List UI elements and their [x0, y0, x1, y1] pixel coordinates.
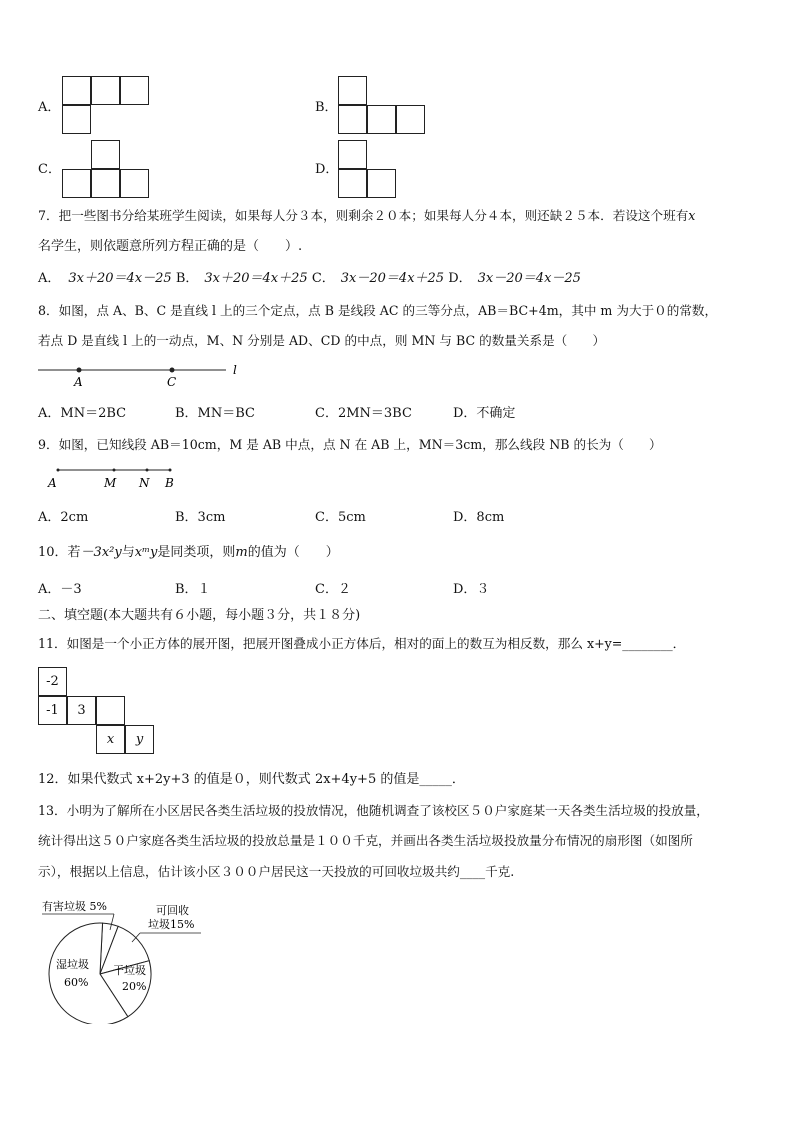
q12-text: 12．如果代数式 x+2y+3 的值是０，则代数式 2x+4y+5 的值是_____．	[38, 772, 465, 787]
net-cell	[91, 169, 120, 198]
net-cell-5: x	[96, 725, 125, 754]
net-cell-6: y	[125, 725, 154, 754]
label-recycle-2: 垃圾15%	[148, 918, 195, 931]
q7-text: 7．把一些图书分给某班学生阅读，如果每人分３本，则剩余２０本；如果每人分４本，则还缺２５本．若设这个班有	[38, 208, 689, 223]
net-cell-1: -2	[38, 667, 67, 696]
q7-opt-d-label: D．	[448, 271, 472, 286]
q9-opt-c: C．5cm	[315, 510, 366, 525]
q9-label-n: N	[139, 476, 150, 490]
net-cell	[62, 169, 91, 198]
net-cell	[91, 140, 120, 169]
option-c-label: C．	[38, 162, 61, 177]
q9-label-m: M	[104, 476, 117, 490]
q13-line1: 13．小明为了解所在小区居民各类生活垃圾的投放情况，他随机调查了该校区５０户家庭某一天各类生活垃圾的投放量，	[38, 803, 709, 818]
q7-options	[38, 269, 581, 289]
q10-text-d: 的值为（ ）	[247, 545, 339, 560]
q8-opt-d: D．不确定	[453, 406, 516, 421]
q8-label-l: l	[233, 363, 237, 377]
net-cell	[120, 76, 149, 105]
q9-opt-a: A．2cm	[38, 510, 89, 525]
q9-text: 9．如图，已知线段 AB＝10cm，M 是 AB 中点，点 N 在 AB 上，MN＝3cm，那么线段 NB 的长为（ ）	[38, 437, 662, 452]
q7-var: x	[688, 208, 696, 223]
q7-opt-a-expr: 3x＋20＝4x－25	[68, 271, 172, 286]
net-cell	[367, 105, 396, 134]
net-cell-3: 3	[67, 696, 96, 725]
label-dry-1: 干垃圾	[113, 964, 146, 977]
q8-label-c: C	[167, 375, 177, 389]
net-cell	[396, 105, 425, 134]
q10-expr1: －3x²y	[80, 545, 122, 560]
q10-text-b: 与	[121, 545, 135, 560]
q8-opt-c: C．2MN＝3BC	[315, 406, 412, 421]
q10-text-c: 是同类项，则	[157, 545, 236, 560]
q7-opt-a-label: A．	[38, 271, 61, 286]
q9-point-m	[113, 469, 116, 472]
q8-point-a	[77, 368, 82, 373]
label-wet-2: 60%	[64, 976, 89, 989]
q10-opt-a: A．－3	[38, 582, 82, 597]
q9-point-a	[57, 469, 60, 472]
net-cell	[338, 76, 367, 105]
net-cell	[338, 105, 367, 134]
q8-point-c	[170, 368, 175, 373]
q8-line1: 8．如图，点 A、B、C 是直线 l 上的三个定点，点 B 是线段 AC 的三等分点，AB＝BC+4m，其中 m 为大于０的常数，	[38, 303, 718, 318]
q10-expr2: xᵐy	[134, 545, 158, 560]
q8-label-a: A	[74, 375, 83, 389]
section-heading: 二、填空题(本大题共有６小题，每小题３分，共１８分)	[38, 608, 361, 623]
label-harmful: 有害垃圾 5%	[42, 900, 107, 913]
net-cell	[338, 169, 367, 198]
net-cell-2: -1	[38, 696, 67, 725]
q8-line2: 若点 D 是直线 l 上的一动点，M、N 分别是 AD、CD 的中点，则 MN 与 BC 的数量关系是（ ）	[38, 333, 606, 348]
q9-label-b: B	[165, 476, 174, 490]
label-dry-2: 20%	[122, 980, 147, 993]
q8-opt-b: B．MN＝BC	[175, 406, 255, 421]
q8-opt-a: A．MN＝2BC	[38, 406, 127, 421]
net-cell	[62, 76, 91, 105]
net-cell	[338, 140, 367, 169]
option-a-label: A．	[38, 100, 61, 115]
option-b-label: B．	[315, 100, 338, 115]
label-wet-1: 湿垃圾	[56, 958, 89, 971]
q7-opt-b-label: B．	[175, 271, 199, 286]
q7-opt-b-expr: 3x＋20＝4x＋25	[204, 271, 308, 286]
label-recycle-1: 可回收	[156, 904, 189, 917]
net-cell	[367, 169, 396, 198]
q7-opt-c-expr: 3x－20＝4x＋25	[340, 271, 445, 286]
q10-var-m: m	[235, 545, 248, 560]
net-cell-4	[96, 696, 125, 725]
q7-line1	[38, 206, 695, 226]
q10-opt-d: D．３	[453, 582, 490, 597]
pie-chart	[36, 894, 216, 1024]
q9-opt-d: D．8cm	[453, 510, 505, 525]
q10-text	[38, 543, 339, 563]
q7-opt-c-label: C．	[311, 271, 335, 286]
q10-opt-b: B．１	[175, 582, 211, 597]
q9-label-a: A	[48, 476, 57, 490]
q10-text-a: 10．若	[38, 545, 81, 560]
q7-line2: 名学生，则依题意所列方程正确的是（ ）.	[38, 239, 303, 254]
net-cell	[120, 169, 149, 198]
net-cell	[62, 105, 91, 134]
q13-line3: 示），根据以上信息，估计该小区３００户居民这一天投放的可回收垃圾共约____千克.	[38, 864, 515, 879]
q9-opt-b: B．3cm	[175, 510, 226, 525]
q9-point-b	[169, 469, 172, 472]
q11-text: 11．如图是一个小正方体的展开图，把展开图叠成小正方体后，相对的面上的数互为相反数，那么 x+y=________．	[38, 636, 686, 651]
q9-point-n	[146, 469, 149, 472]
q7-opt-d-expr: 3x－20＝4x－25	[477, 271, 581, 286]
q9-figure	[44, 462, 194, 492]
option-d-label: D．	[315, 162, 339, 177]
q10-opt-c: C．２	[315, 582, 351, 597]
q13-line2: 统计得出这５０户家庭各类生活垃圾的投放总量是１００千克，并画出各类生活垃圾投放量分布情况的扇形图（如图所	[38, 833, 693, 848]
q8-figure	[36, 360, 256, 390]
net-cell	[91, 76, 120, 105]
